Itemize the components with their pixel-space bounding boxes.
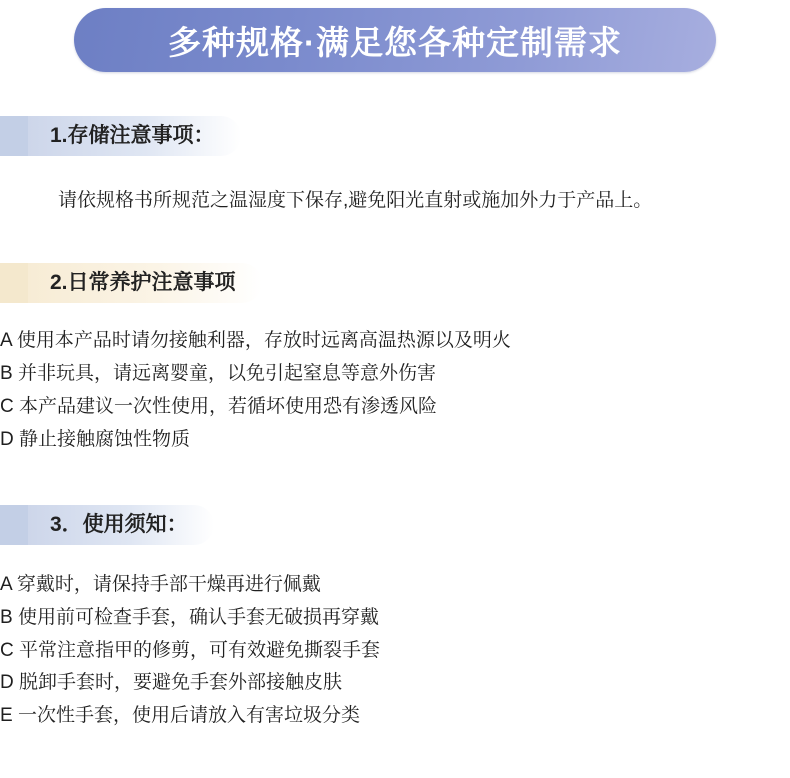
- section-storage-paragraph: 请依规格书所规范之温湿度下保存,避免阳光直射或施加外力于产品上。: [58, 190, 653, 211]
- section-storage: [0, 116, 790, 215]
- heading-edge-block: [0, 505, 28, 545]
- list-item: C 本产品建议一次性使用，若循坏使用恐有渗透风险: [0, 396, 438, 418]
- section-daily-care: [0, 263, 790, 456]
- section-daily-care-list: [0, 325, 790, 456]
- heading-edge-block: [0, 263, 28, 303]
- list-item: E 一次性手套，使用后请放入有害垃圾分类: [0, 705, 360, 727]
- section-daily-care-heading-row: [0, 263, 790, 303]
- main-banner: [74, 8, 716, 72]
- section-usage-notice-list: [0, 569, 790, 733]
- list-item: B 并非玩具，请远离婴童，以免引起窒息等意外伤害: [0, 363, 436, 385]
- section-usage-notice: [0, 505, 790, 733]
- heading-edge-block: [0, 116, 28, 156]
- list-item: D 静止接触腐蚀性物质: [0, 429, 191, 451]
- list-item: B 使用前可检查手套，确认手套无破损再穿戴: [0, 606, 379, 628]
- section-daily-care-heading: 2.日常养护注意事项: [28, 263, 262, 303]
- section-usage-notice-heading: 3．使用须知：: [28, 505, 214, 545]
- section-storage-heading-row: [0, 116, 790, 156]
- list-item: D 脱卸手套时，要避免手套外部接触皮肤: [0, 672, 343, 694]
- banner-title: 多种规格·满足您各种定制需求: [168, 23, 622, 61]
- banner-container: [0, 0, 790, 72]
- list-item: A 穿戴时，请保持手部干燥再进行佩戴: [0, 573, 321, 595]
- list-item: C 平常注意指甲的修剪，可有效避免撕裂手套: [0, 639, 381, 661]
- list-item: A 使用本产品时请勿接触利器，存放时远离高温热源以及明火: [0, 330, 511, 352]
- section-usage-notice-heading-row: [0, 505, 790, 545]
- section-storage-heading: 1.存储注意事项：: [28, 116, 241, 156]
